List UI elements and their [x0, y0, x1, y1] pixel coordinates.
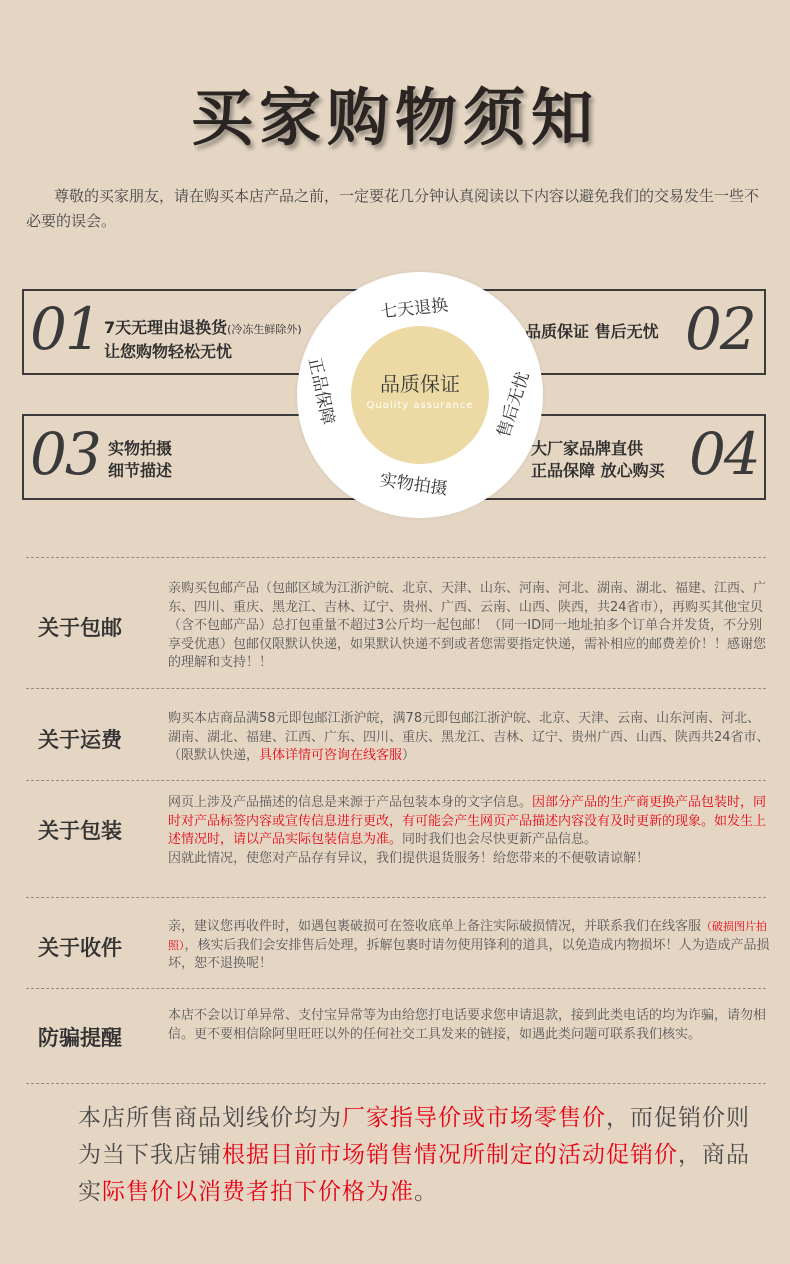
circle-label-right: 售后无忧 [493, 369, 534, 441]
section-divider [26, 897, 766, 898]
packaging-text1: 网页上涉及产品描述的信息是来源于产品包装本身的文字信息。 [168, 795, 533, 810]
feature-04-line1: 大厂家品牌直供 [531, 439, 644, 458]
circle-center-subtitle: Quality assurance [366, 400, 474, 411]
section-heading-freight: 关于运费 [38, 728, 122, 752]
feature-04-line2: 正品保障 放心购买 [531, 461, 665, 480]
section-heading-fraud: 防骗提醒 [38, 1026, 122, 1050]
circle-label-top: 七天退换 [379, 295, 450, 323]
intro-text [26, 184, 766, 234]
freight-red-text: 具体详情可咨询在线客服 [259, 748, 403, 764]
packaging-red-text: 因部分产品的生产商更换产品包装时，同时对产品标签内容或宣传信息进行更改，有可能会产生网页产品描述内容没有及时更新的现象。如发生上述情况时，请以产品实际包装信息为准。 [168, 795, 767, 848]
feature-number-01: 01 [30, 295, 100, 363]
section-divider [26, 988, 766, 989]
section-divider [26, 780, 766, 781]
receipt-text1: 亲，建议您再收件时，如遇包裹破损可在签收底单上备注实际破损情况，并联系我们在线客服 [168, 919, 702, 934]
feature-02-line1: 品质保证 售后无忧 [525, 322, 659, 341]
section-heading-packaging: 关于包装 [38, 819, 122, 843]
price-notice [78, 1100, 768, 1211]
section-text-packaging [168, 794, 773, 868]
notice-part3: ，商品实 [78, 1142, 750, 1205]
notice-part1: 本店所售商品划线价均为 [78, 1105, 342, 1131]
freight-text: 购买本店商品满58元即包邮江浙沪皖，满78元即包邮江浙沪皖、北京、天津、云南、山东河南、河北、湖南、湖北、福建、江西、广东、四川、重庆、黑龙江、吉林、辽宁、贵州广西、山西、陕西共24省市、（限默认快递， [168, 711, 770, 764]
feature-number-04: 04 [689, 420, 759, 488]
feature-number-02: 02 [685, 295, 755, 363]
section-text-receipt [168, 918, 773, 974]
notice-part4: 。 [414, 1179, 438, 1205]
feature-01-line2: 让您购物轻松无忧 [104, 342, 233, 361]
section-text-freight [168, 710, 773, 766]
feature-text-04 [531, 438, 665, 482]
notice-red3: 际售价以消费者拍下价格为准 [102, 1179, 414, 1205]
notice-red1: 厂家指导价或市场零售价 [342, 1105, 606, 1131]
section-text-fraud: 本店不会以订单异常、支付宝异常等为由给您打电话要求您申请退款，接到此类电话的均为诈骗，请勿相信。更不要相信除阿里旺旺以外的任何社交工具发来的链接，如遇此类问题可联系我们核实。 [168, 1008, 767, 1042]
section-divider [26, 688, 766, 689]
circle-center-title: 品质保证 [380, 372, 460, 396]
circle-label-bottom: 实物拍摄 [378, 470, 449, 500]
feature-03-line1: 实物拍摄 [108, 439, 173, 458]
page-title: 买家购物须知 [190, 81, 599, 154]
feature-text-03 [108, 438, 172, 482]
freight-tail: ） [402, 748, 416, 764]
section-heading-receipt: 关于收件 [38, 936, 122, 960]
notice-red2: 根据目前市场销售情况所制定的活动促销价 [222, 1142, 678, 1168]
notice-part2: ，而促销价则为当下我店铺 [78, 1105, 750, 1168]
feature-01-note: (冷冻生鲜除外) [227, 323, 302, 336]
section-text-shipping: 亲购买包邮产品（包邮区域为江浙沪皖、北京、天津、山东、河南、河北、湖南、湖北、福建、江西、广东、四川、重庆、黑龙江、吉林、辽宁、贵州、广西、云南、山西、陕西，共24省市），再购买其他宝贝（含不包邮产品）总打包重量不超过3公斤均一起包邮！（同一ID同一地址拍多个订单合并发货，不分别享受优惠）包邮仅限默认快递，如果默认快递不到或者您需要指定快递，需补相应的邮费差价！！感谢您的理解和支持！！ [168, 581, 767, 671]
feature-03-line2: 细节描述 [108, 461, 173, 480]
receipt-red-text: （破损图片拍照） [168, 920, 768, 952]
feature-number-03: 03 [30, 420, 100, 488]
section-divider [26, 1083, 766, 1084]
circle-label-left: 正品保障 [304, 355, 338, 427]
intro-paragraph: 尊敬的买家朋友，请在购买本店产品之前，一定要花几分钟认真阅读以下内容以避免我们的交易发生一些不必要的误会。 [26, 187, 760, 230]
packaging-text2: 同时我们也会尽快更新产品信息。 [402, 832, 598, 848]
feature-01-line1: 7天无理由退换货 [104, 318, 228, 337]
receipt-text2: ，核实后我们会安排售后处理，拆解包裹时请勿使用锋利的道具，以免造成内物损坏！人为造成产品损坏，恕不退换呢！ [168, 937, 770, 972]
feature-text-01 [104, 317, 302, 363]
section-heading-shipping: 关于包邮 [38, 616, 122, 640]
packaging-text3: 因就此情况，使您对产品存有异议，我们提供退货服务！给您带来的不便敬请谅解！ [168, 850, 650, 866]
section-divider [26, 557, 766, 558]
